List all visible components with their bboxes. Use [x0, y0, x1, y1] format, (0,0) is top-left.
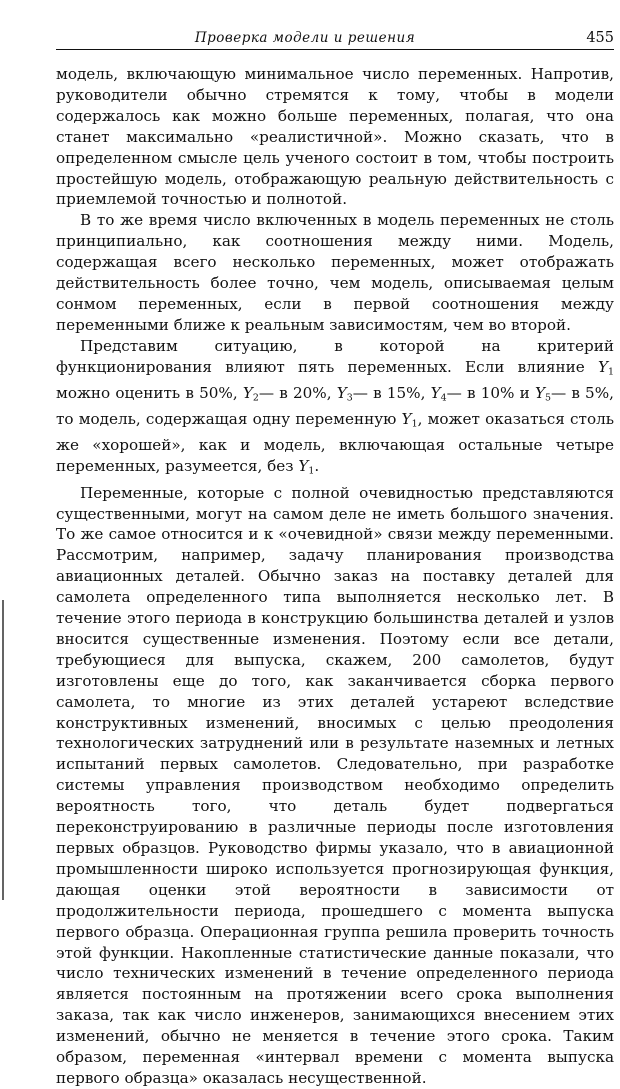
- paragraph-3: [56, 336, 614, 483]
- var-y: Y: [401, 410, 412, 429]
- sub-1: 1: [308, 465, 315, 477]
- p3-text-c: — в 20%,: [258, 383, 337, 402]
- scan-edge-mark: [2, 600, 4, 900]
- sub-3: 3: [346, 392, 353, 404]
- p3-text-h: .: [314, 457, 320, 476]
- p3-text-e: — в 10% и: [446, 383, 535, 402]
- sub-1: 1: [411, 418, 418, 430]
- var-y: Y: [430, 383, 441, 402]
- p3-text-d: — в 15%,: [352, 383, 431, 402]
- sub-4: 4: [440, 392, 447, 404]
- paragraph-2: В то же время число включенных в модель переменных не столь принципиально, как соотношения между ними. Модель, содержащая всего несколько переменных, может отображать действительность более точно, чем модель, описываемая целым сонмом переменных, если в первой соотношения между переменными ближе к реальным зависимостям, чем во второй.: [56, 211, 614, 334]
- sub-2: 2: [252, 392, 259, 404]
- body-text: [56, 64, 614, 1089]
- var-y: Y: [336, 383, 347, 402]
- var-y: Y: [298, 457, 309, 476]
- p3-text-b: можно оценить в 50%,: [56, 383, 243, 402]
- var-y: Y: [597, 357, 608, 376]
- var-y: Y: [242, 383, 253, 402]
- paragraph-4: Переменные, которые с полной очевидностью представляются существенными, могут на самом деле не иметь большого значения. То же самое относится и к «очевидной» связи между переменными. Рассмотрим, например, задачу планирования производства авиационных деталей. Обычно заказ на поставку деталей для самолета определенного типа выполняется несколько лет. В течение этого периода в конструкцию большинства деталей и узлов вносится существенные изменения. Поэтому если все детали, требующиеся для выпуска, скажем, 200 самолетов, будут изготовлены еще до того, как заканчивается сборка первого самолета, то многие из этих деталей устареют вследствие конструктивных изменений, вносимых с целью преодоления технологических затруднений или в результате наземных и летных испытаний первых самолетов. Следовательно, при разработке системы управления производством необходимо определить вероятность того, что деталь будет подвергаться переконструированию в различные периоды после изготовления первых образцов. Руководство фирмы указало, что в авиационной промышленности широко используется прогнозирующая функция, дающая оценки этой вероятности в зависимости от продолжительности периода, прошедшего с момента выпуска первого образца. Операционная группа решила проверить точность этой функции. Накопленные статистические данные показали, что число технических изменений в течение определенного периода является постоянным на протяжении всего срока выполнения заказа, так как число инженеров, занимающихся внесением этих изменений, обычно не меняется в течение этого срока. Таким образом, переменная «интервал времени с момента выпуска первого образца» оказалась несущественной.: [56, 483, 614, 1087]
- sub-1: 1: [608, 366, 614, 378]
- running-title: Проверка модели и решения: [194, 30, 416, 46]
- paragraph-1: модель, включающую минимальное число переменных. Напротив, руководители обычно стремятся к тому, чтобы в модели содержалось как можно больше переменных, полагая, что она станет максимально «реалистичной». Можно сказать, что в определенном смысле цель ученого состоит в том, чтобы построить простейшую модель, отображающую реальную действительность с приемлемой точностью и полнотой.: [56, 65, 614, 209]
- var-y: Y: [534, 383, 545, 402]
- page-number: 455: [586, 30, 614, 46]
- sub-5: 5: [544, 392, 551, 404]
- p3-text-g: , может оказаться столь же «хорошей», как и модель, включающая остальные четыре переменных, разумеется, без: [56, 410, 615, 476]
- p3-text-a: Представим ситуацию, в которой на критерий функционирования влияют пять переменных. Если влияние: [56, 336, 614, 376]
- header-rule: [56, 49, 614, 50]
- p3-text-f: — в 5%, то модель, содержащая одну переменную: [56, 383, 614, 429]
